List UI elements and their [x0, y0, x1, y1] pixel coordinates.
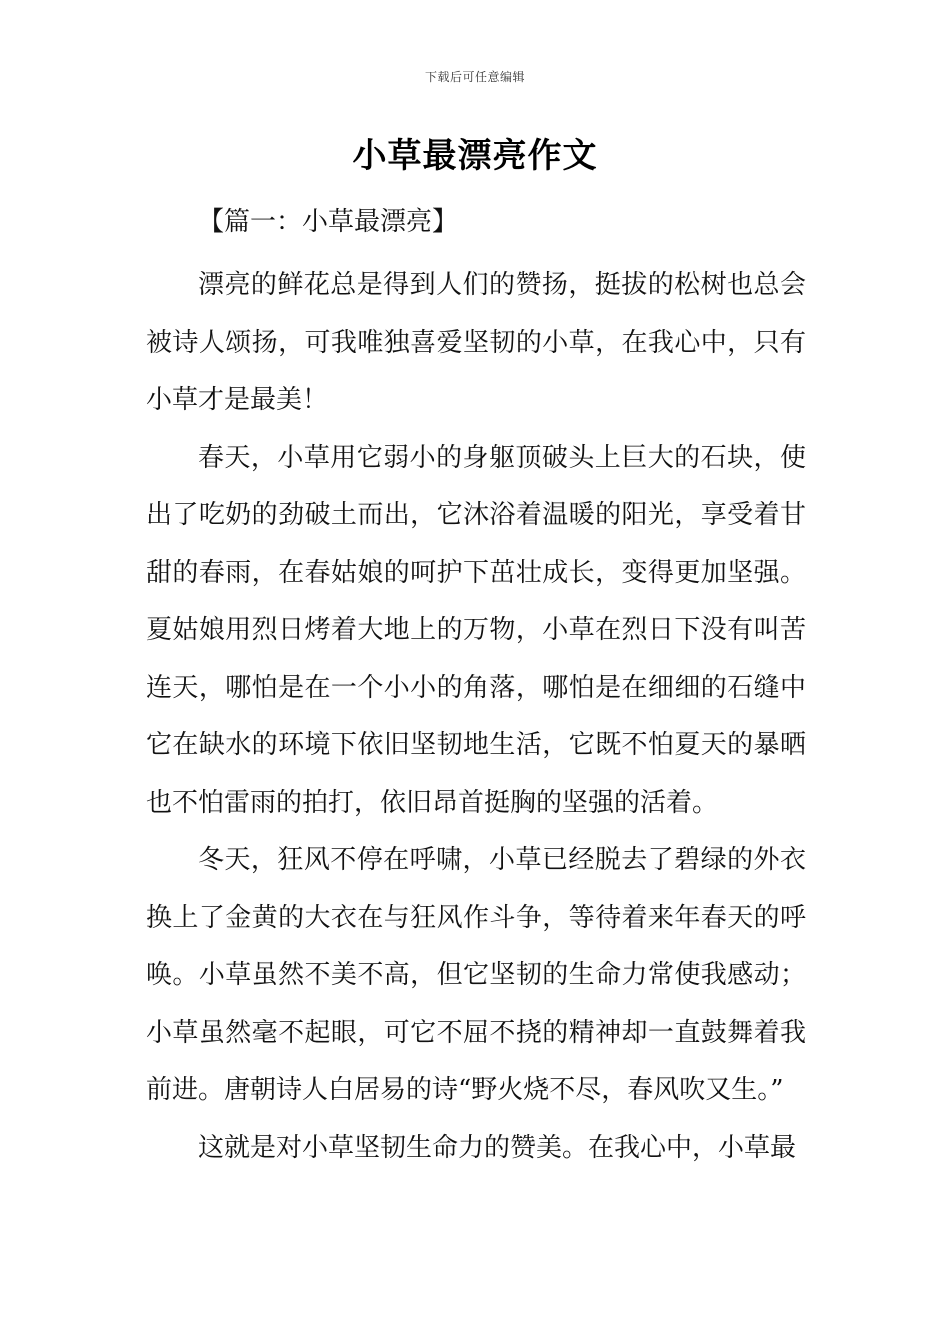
paragraph-3: 冬天，狂风不停在呼啸，小草已经脱去了碧绿的外衣换上了金黄的大衣在与狂风作斗争，等待着来年春天的呼唤。小草虽然不美不高，但它坚韧的生命力常使我感动；小草虽然毫不起眼，可它不屈不挠的精神却一直鼓舞着我前进。唐朝诗人白居易的诗“野火烧不尽，春风吹又生。” — [146, 845, 806, 1105]
page-title: 小草最漂亮作文 — [352, 136, 598, 176]
paragraph-2: 春天，小草用它弱小的身躯顶破头上巨大的石块，使出了吃奶的劲破土而出，它沐浴着温暖的阳光，享受着甘甜的春雨，在春姑娘的呵护下茁壮成长，变得更加坚强。夏姑娘用烈日烤着大地上的万物，小草在烈日下没有叫苦连天，哪怕是在一个小小的角落，哪怕是在细细的石缝中它在缺水的环境下依旧坚韧地生活，它既不怕夏天的暴晒也不怕雷雨的拍打，依旧昂首挺胸的坚强的活着。 — [146, 442, 806, 818]
paragraph-4: 这就是对小草坚韧生命力的赞美。在我心中，小草最 — [198, 1132, 797, 1163]
section-title: 【篇一：小草最漂亮】 — [198, 207, 459, 237]
document-body — [146, 200, 806, 1177]
paragraph-1: 漂亮的鲜花总是得到人们的赞扬，挺拔的松树也总会被诗人颂扬，可我唯独喜爱坚韧的小草，在我心中，只有小草才是最美！ — [146, 270, 806, 415]
header-note: 下载后可任意编辑 — [424, 70, 525, 84]
